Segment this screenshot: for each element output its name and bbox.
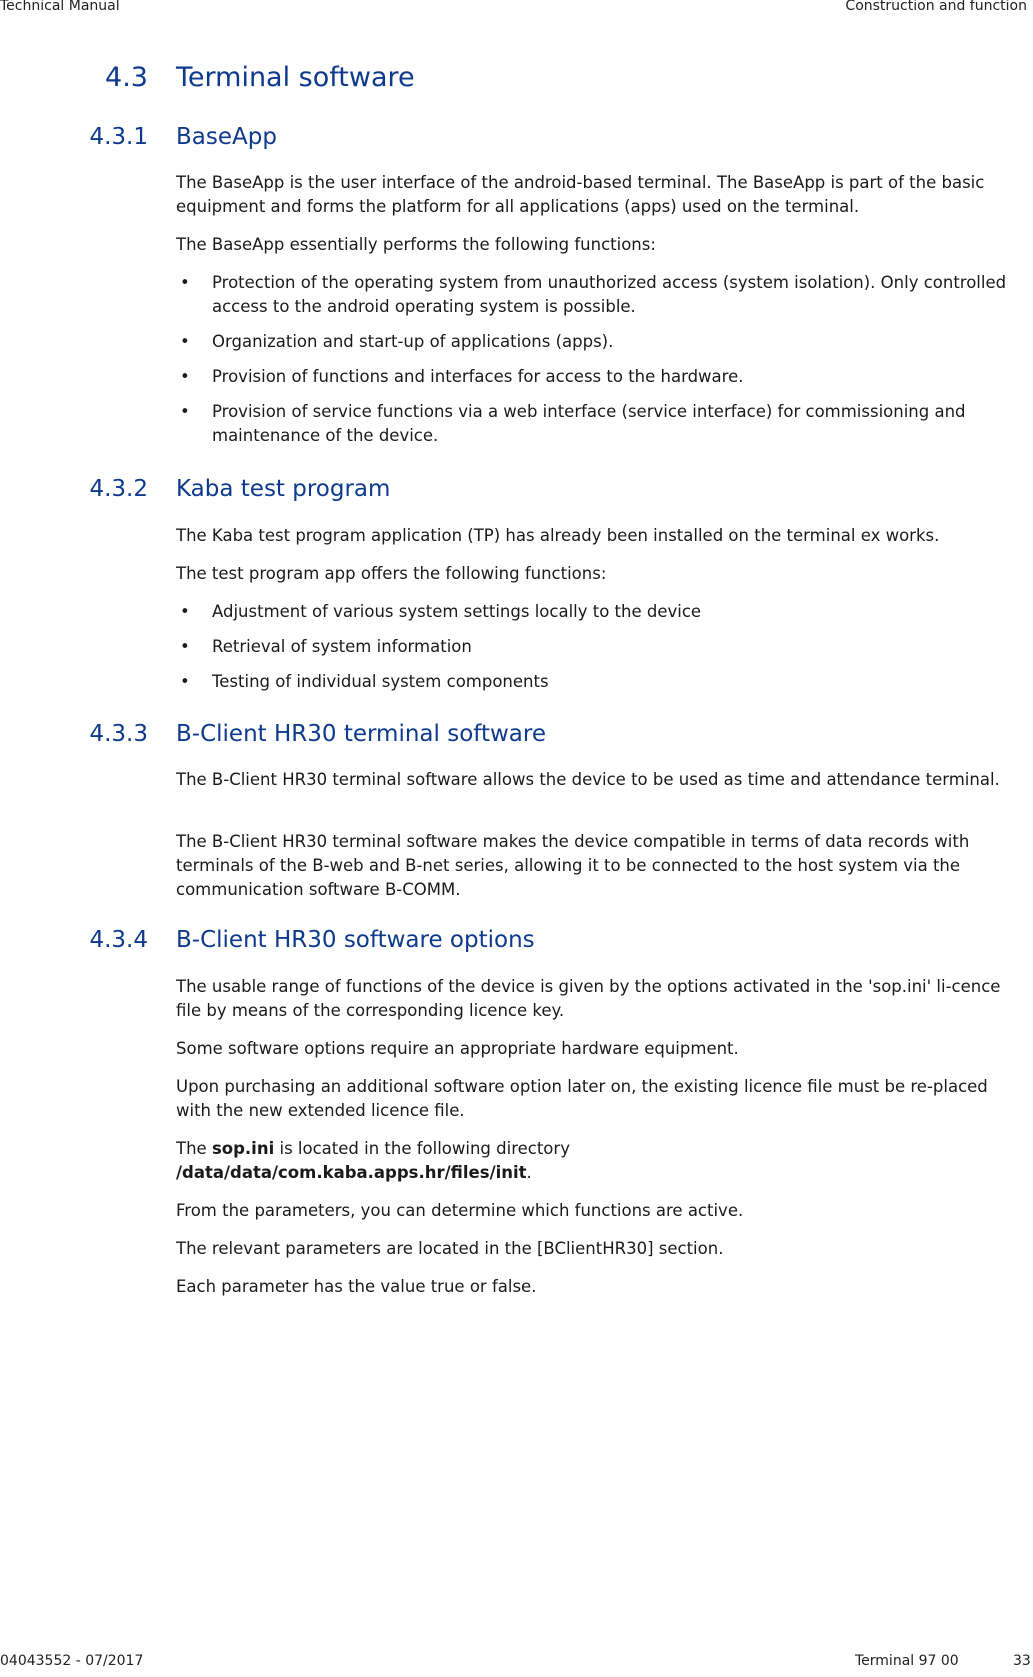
subsection-heading-bclient [0,721,1033,751]
list-item: • Retrieval of system information [176,635,1021,659]
subsection-number: 4.3.3 [89,721,148,747]
options-paragraph-6: The relevant parameters are located in the [BClientHR30] section. [176,1239,724,1258]
section-heading [0,62,1033,98]
options-paragraph-1: The usable range of functions of the device is given by the options activated in the 'sop.ini' li-cence file by means of the corresponding licence key. [176,977,1001,1020]
kaba-paragraph-1: The Kaba test program application (TP) has already been installed on the terminal ex works. [176,526,940,545]
footer-document-number: 04043552 - 07/2017 [0,1653,144,1669]
list-item: • Organization and start-up of applications (apps). [176,330,1021,354]
baseapp-paragraph-2: The BaseApp essentially performs the following functions: [176,235,656,254]
subsection-number: 4.3.1 [89,124,148,150]
bullet-icon: • [180,672,190,691]
list-item: • Protection of the operating system from unauthorized access (system isolation). Only controlled access to the android operating system is possible. [180,273,1007,316]
baseapp-function-list [176,271,1021,459]
kaba-paragraph-2: The test program app offers the following functions: [176,564,607,583]
running-header-right: Construction and function [845,0,1027,14]
list-item: • Testing of individual system components [176,670,1021,694]
bclient-paragraph-1: The B-Client HR30 terminal software allows the device to be used as time and attendance terminal. [176,770,1000,789]
bullet-icon: • [180,367,190,386]
sop-ini-filename: sop.ini [211,1139,275,1158]
bullet-icon: • [180,273,190,292]
section-number: 4.3 [105,62,148,93]
page-number: 33 [1013,1653,1031,1669]
options-paragraph-4: The sop.ini is located in the following directory /data/data/com.kaba.apps.hr/files/init. [176,1139,570,1182]
bullet-icon: • [180,637,190,656]
section-title: Terminal software [176,62,415,93]
running-header-left: Technical Manual [0,0,120,14]
list-item: • Adjustment of various system settings locally to the device [176,600,1021,624]
subsection-title: B-Client HR30 software options [176,927,535,953]
sop-ini-directory-path: /data/data/com.kaba.apps.hr/files/init [176,1163,527,1182]
bullet-icon: • [180,602,190,621]
bullet-icon: • [180,402,190,421]
list-item: • Provision of service functions via a web interface (service interface) for commissioning and maintenance of the device. [180,402,966,445]
subsection-number: 4.3.4 [89,927,148,953]
subsection-number: 4.3.2 [89,476,148,502]
options-paragraph-7: Each parameter has the value true or false. [176,1277,537,1296]
subsection-heading-baseapp [0,124,1033,154]
options-paragraph-3: Upon purchasing an additional software option later on, the existing licence file must be re-placed with the new extended licence file. [176,1077,988,1120]
footer-product-name: Terminal 97 00 [855,1653,959,1669]
subsection-heading-options [0,927,1033,957]
bullet-icon: • [180,332,190,351]
baseapp-paragraph-1: The BaseApp is the user interface of the android-based terminal. The BaseApp is part of the basic equipment and forms the platform for all applications (apps) used on the terminal. [176,173,985,216]
subsection-heading-kaba [0,476,1033,506]
subsection-title: Kaba test program [176,476,391,502]
list-item: • Provision of functions and interfaces for access to the hardware. [176,365,1021,389]
options-paragraph-2: Some software options require an appropriate hardware equipment. [176,1039,739,1058]
subsection-title: B-Client HR30 terminal software [176,721,546,747]
kaba-function-list [176,600,1021,705]
subsection-title: BaseApp [176,124,277,150]
options-paragraph-5: From the parameters, you can determine which functions are active. [176,1201,744,1220]
bclient-paragraph-2: The B-Client HR30 terminal software makes the device compatible in terms of data records with terminals of the B-web and B-net series, allowing it to be connected to the host system via the communication software B-COMM. [176,832,970,899]
